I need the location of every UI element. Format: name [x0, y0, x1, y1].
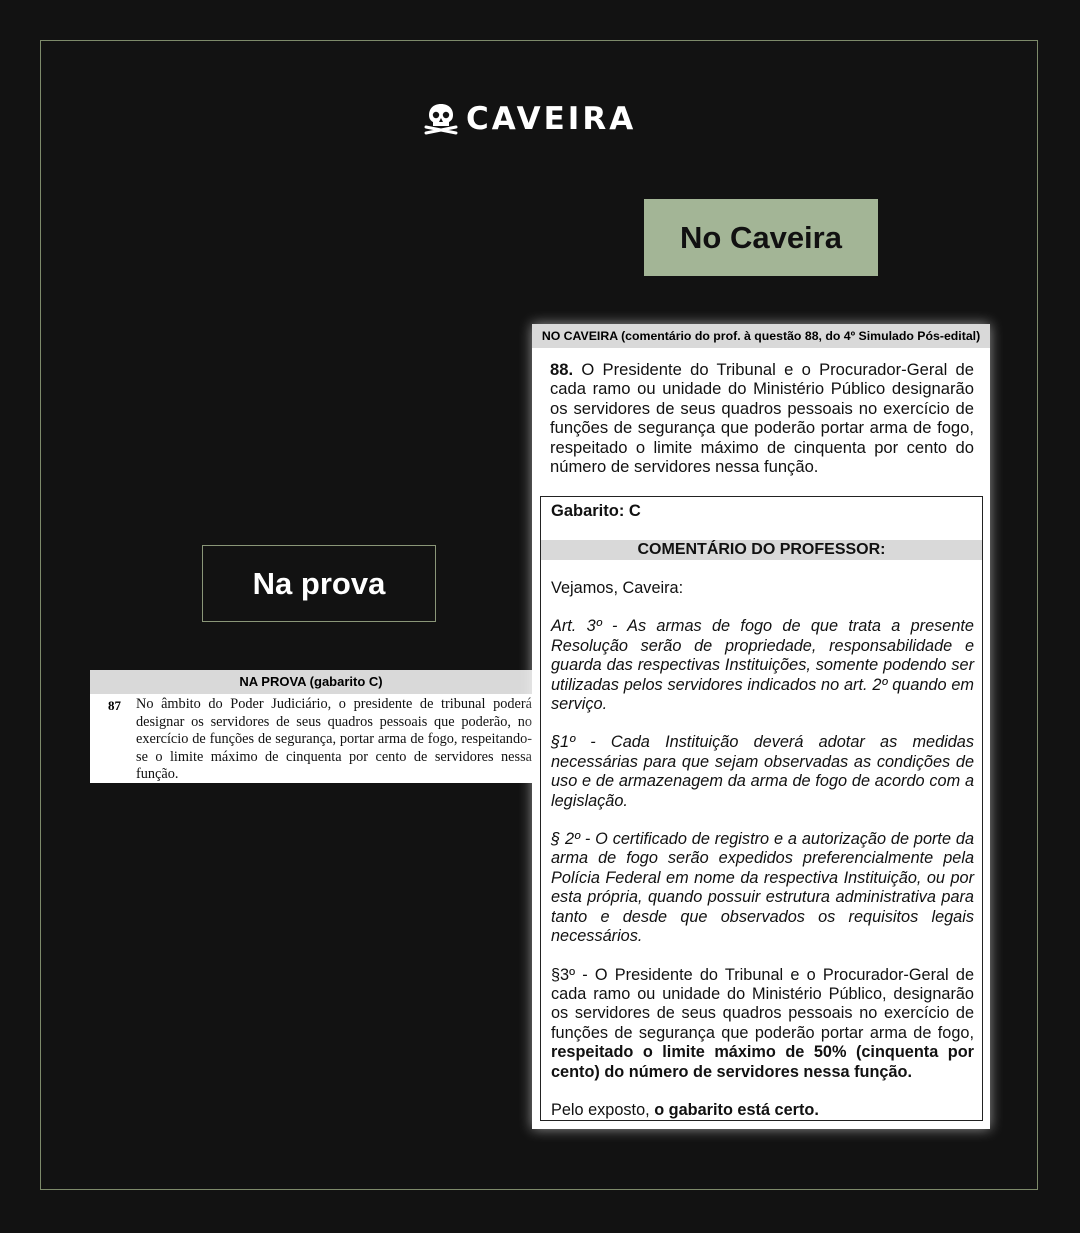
question-88 — [550, 360, 974, 476]
conclusion-bold: o gabarito está certo. — [654, 1100, 819, 1119]
question-number: 88. — [550, 360, 574, 379]
comment-lead: Vejamos, Caveira: — [551, 579, 684, 597]
na-prova-card — [90, 670, 532, 783]
brand-name: CAVEIRA — [466, 101, 637, 137]
comment-header: COMENTÁRIO DO PROFESSOR: — [541, 540, 982, 560]
conclusion-regular: Pelo exposto, — [551, 1100, 650, 1119]
na-prova-tag: Na prova — [202, 545, 436, 622]
question-number: 87 — [108, 698, 121, 713]
comment-box — [540, 496, 983, 1121]
paragraph-3-bold: respeitado o limite máximo de 50% (cinquenta por cento) do número de servidores nessa função. — [551, 1043, 974, 1081]
gabarito: Gabarito: C — [551, 502, 641, 520]
paragraph-1-text: §1º - Cada Instituição deverá adotar as medidas necessárias para que sejam observadas as condições de uso e de armazenagem da arma de fogo de acordo com a legislação. — [551, 733, 974, 810]
no-caveira-header: NO CAVEIRA (comentário do prof. à questão 88, do 4º Simulado Pós-edital) — [532, 324, 990, 348]
conclusion — [551, 1101, 974, 1120]
comment-body — [551, 579, 974, 1120]
no-caveira-tag: No Caveira — [644, 199, 878, 276]
question-text: No âmbito do Poder Judiciário, o presidente de tribunal poderá designar os servidores de seus quadros pessoais que poderão, no exercício de funções de segurança, portar arma de fogo, respeitando-se o limite máximo de cinquenta por cento de servidores nessa função. — [136, 696, 532, 782]
paragraph-2-text: § 2º - O certificado de registro e a autorização de porte da arma de fogo serão expedidos preferencialmente pela Polícia Federal em nome da respectiva Instituição, ou por esta própria, quando possuir estrutura administrativa para tanto e desde que observados os requisitos legais necessários. — [551, 830, 974, 946]
paragraph-3-text — [551, 966, 974, 1082]
skull-icon — [424, 102, 458, 136]
brand-logo — [424, 100, 636, 138]
na-prova-body — [90, 694, 532, 783]
na-prova-header: NA PROVA (gabarito C) — [90, 670, 532, 694]
paragraph-3-regular: §3º - O Presidente do Tribunal e o Procurador-Geral de cada ramo ou unidade do Ministério Público, designarão os servidores de seus quadros pessoais no exercício de funções de segurança que poderão portar arma de fogo, — [551, 965, 974, 1042]
art-3-text: Art. 3º - As armas de fogo de que trata a presente Resolução serão de propriedade, responsabilidade e guarda das respectivas Instituições, somente podendo ser utilizadas pelos servidores indicados no art. 2º quando em serviço. — [551, 617, 974, 714]
question-text: O Presidente do Tribunal e o Procurador-Geral de cada ramo ou unidade do Ministério Público designarão os servidores de seus quadros pessoais no exercício de funções de segurança que poderão portar arma de fogo, respeitado o limite máximo de cinquenta por cento do número de servidores nessa função. — [550, 360, 974, 477]
no-caveira-card — [532, 324, 990, 1129]
